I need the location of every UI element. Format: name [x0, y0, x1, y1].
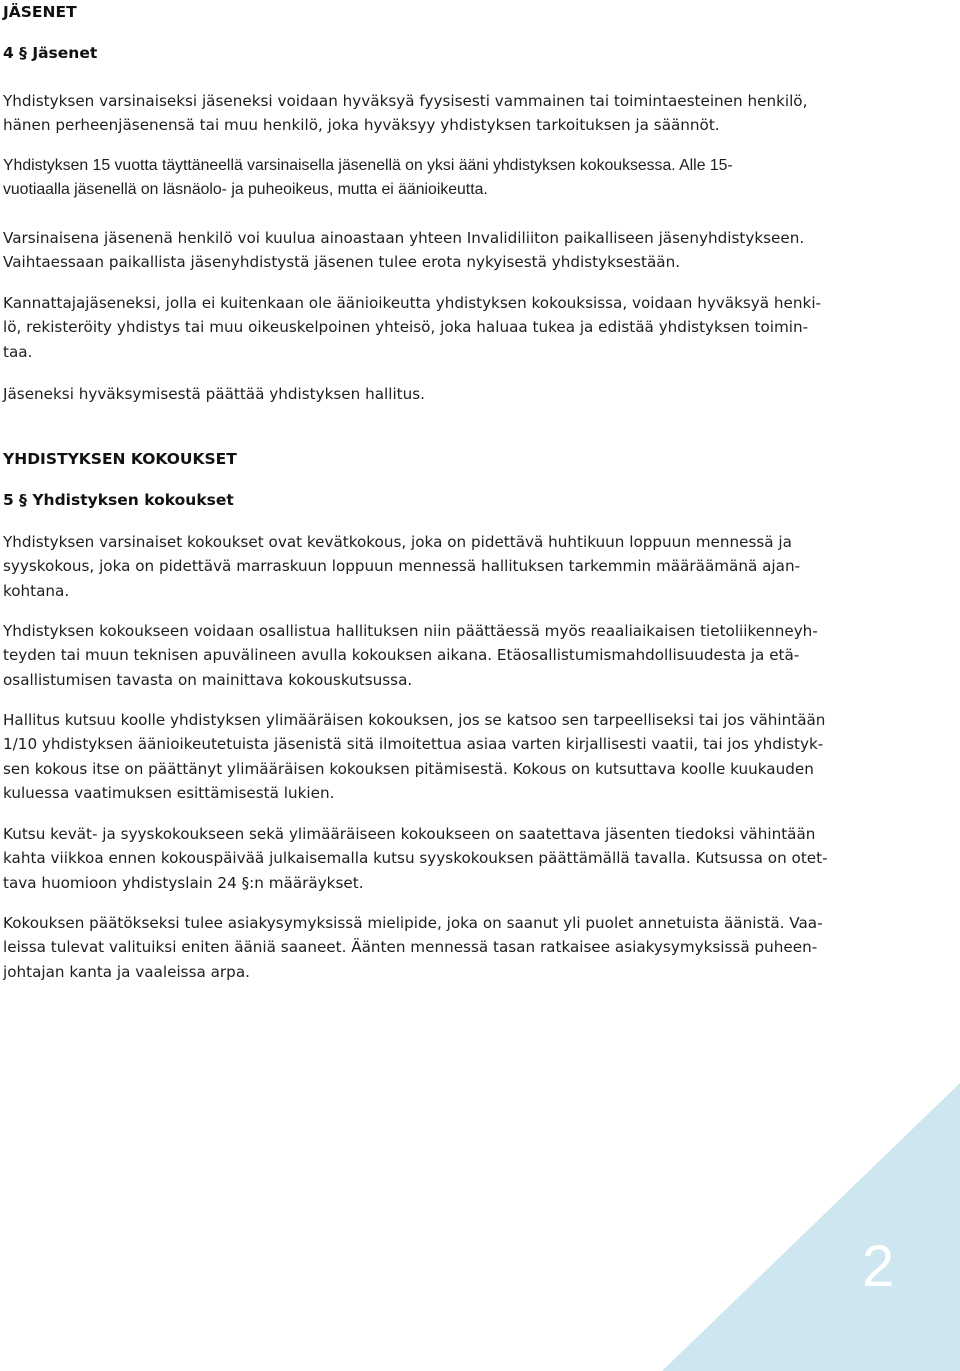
text-line: Yhdistyksen 15 vuotta täyttäneellä varsinaisella jäsenellä on yksi ääni yhdistyksen kokouksessa. Alle 15-	[3, 157, 733, 174]
meetings-paragraph-2	[3, 619, 818, 692]
text-line: leissa tulevat valituiksi eniten ääniä saaneet. Äänten mennessä tasan ratkaisee asiakysymyksissä puheen-	[3, 938, 818, 957]
corner-triangle	[662, 1083, 960, 1371]
corner-triangle-graphic	[662, 1083, 960, 1371]
paragraph-heading-4: 4 § Jäsenet	[3, 44, 98, 62]
text-line: tava huomioon yhdistyslain 24 §:n määräykset.	[3, 873, 364, 892]
text-line: syyskokous, joka on pidettävä marraskuun loppuun mennessä hallituksen tarkemmin määräämänä ajan-	[3, 557, 801, 576]
text-line: taa.	[3, 342, 33, 361]
text-line: Kannattajajäseneksi, jolla ei kuitenkaan ole äänioikeutta yhdistyksen kokouksissa, voidaan hyväksyä henki-	[3, 294, 822, 312]
text-line: johtajan kanta ja vaaleissa arpa.	[3, 962, 250, 981]
text-line: kahta viikkoa ennen kokouspäivää julkaisemalla kutsu syyskokouksen päättämällä tavalla. Kutsussa on otet-	[3, 849, 828, 868]
members-paragraph-2	[3, 154, 733, 203]
text-line: teyden tai muun teknisen apuvälineen avulla kokouksen aikana. Etäosallistumismahdollisuudesta ja etä-	[3, 646, 800, 665]
section-title-members: JÄSENET	[3, 3, 77, 21]
meetings-paragraph-4	[3, 822, 828, 895]
text-line: vuotiaalla jäsenellä on läsnäolo- ja puheoikeus, mutta ei äänioikeutta.	[3, 181, 488, 199]
text-line: osallistumisen tavasta on mainittava kokouskutsussa.	[3, 670, 413, 689]
page-corner-decoration	[662, 1083, 960, 1371]
text-line: sen kokous itse on päättänyt ylimääräisen kokouksen pitämisestä. Kokous on kutsuttava koolle kuukauden	[3, 759, 814, 778]
meetings-paragraph-5	[3, 911, 823, 984]
text-line: Yhdistyksen varsinaiseksi jäseneksi voidaan hyväksyä fyysisesti vammainen tai toimintaesteinen henkilö,	[3, 92, 808, 110]
page-number: 2	[862, 1234, 895, 1299]
text-line: Kutsu kevät- ja syyskokoukseen sekä ylimääräiseen kokoukseen on saatettava jäsenten tiedoksi vähintään	[3, 825, 816, 843]
paragraph-heading-5: 5 § Yhdistyksen kokoukset	[3, 491, 234, 509]
text-line: 1/10 yhdistyksen äänioikeutetuista jäsenistä sitä ilmoitettua asiaa varten kirjallisesti vaatii, tai jos yhdistyk-	[3, 735, 824, 754]
text-line: Yhdistyksen kokoukseen voidaan osallistua hallituksen niin päättäessä myös reaaliaikaisen tietoliikenneyh-	[3, 622, 818, 640]
text-line: hänen perheenjäsenensä tai muu henkilö, joka hyväksyy yhdistyksen tarkoituksen ja säännöt.	[3, 116, 720, 135]
members-paragraph-1	[3, 89, 807, 138]
section-title-meetings: YHDISTYKSEN KOKOUKSET	[3, 450, 237, 468]
text-line: kohtana.	[3, 581, 70, 600]
members-paragraph-4	[3, 291, 821, 364]
members-paragraph-3	[3, 226, 804, 275]
text-line: Varsinaisena jäsenenä henkilö voi kuulua ainoastaan yhteen Invalidiliiton paikalliseen jäsenyhdistykseen.	[3, 229, 805, 247]
text-line: lö, rekisteröity yhdistys tai muu oikeuskelpoinen yhteisö, joka haluaa tukea ja edistää yhdistyksen toimin-	[3, 318, 809, 337]
text-line: Hallitus kutsuu koolle yhdistyksen ylimääräisen kokouksen, jos se katsoo sen tarpeelliseksi tai jos vähintään	[3, 711, 826, 729]
members-paragraph-5	[3, 382, 425, 406]
text-line: Yhdistyksen varsinaiset kokoukset ovat kevätkokous, joka on pidettävä huhtikuun loppuun mennessä ja	[3, 533, 792, 551]
text-line: Jäseneksi hyväksymisestä päättää yhdistyksen hallitus.	[3, 385, 425, 403]
text-line: Vaihtaessaan paikallista jäsenyhdistystä jäsenen tulee erota nykyisestä yhdistyksestään.	[3, 253, 681, 272]
meetings-paragraph-3	[3, 708, 825, 806]
text-line: kuluessa vaatimuksen esittämisestä lukien.	[3, 784, 335, 803]
meetings-paragraph-1	[3, 530, 800, 603]
text-line: Kokouksen päätökseksi tulee asiakysymyksissä mielipide, joka on saanut yli puolet annetuista äänistä. Vaa-	[3, 914, 823, 932]
